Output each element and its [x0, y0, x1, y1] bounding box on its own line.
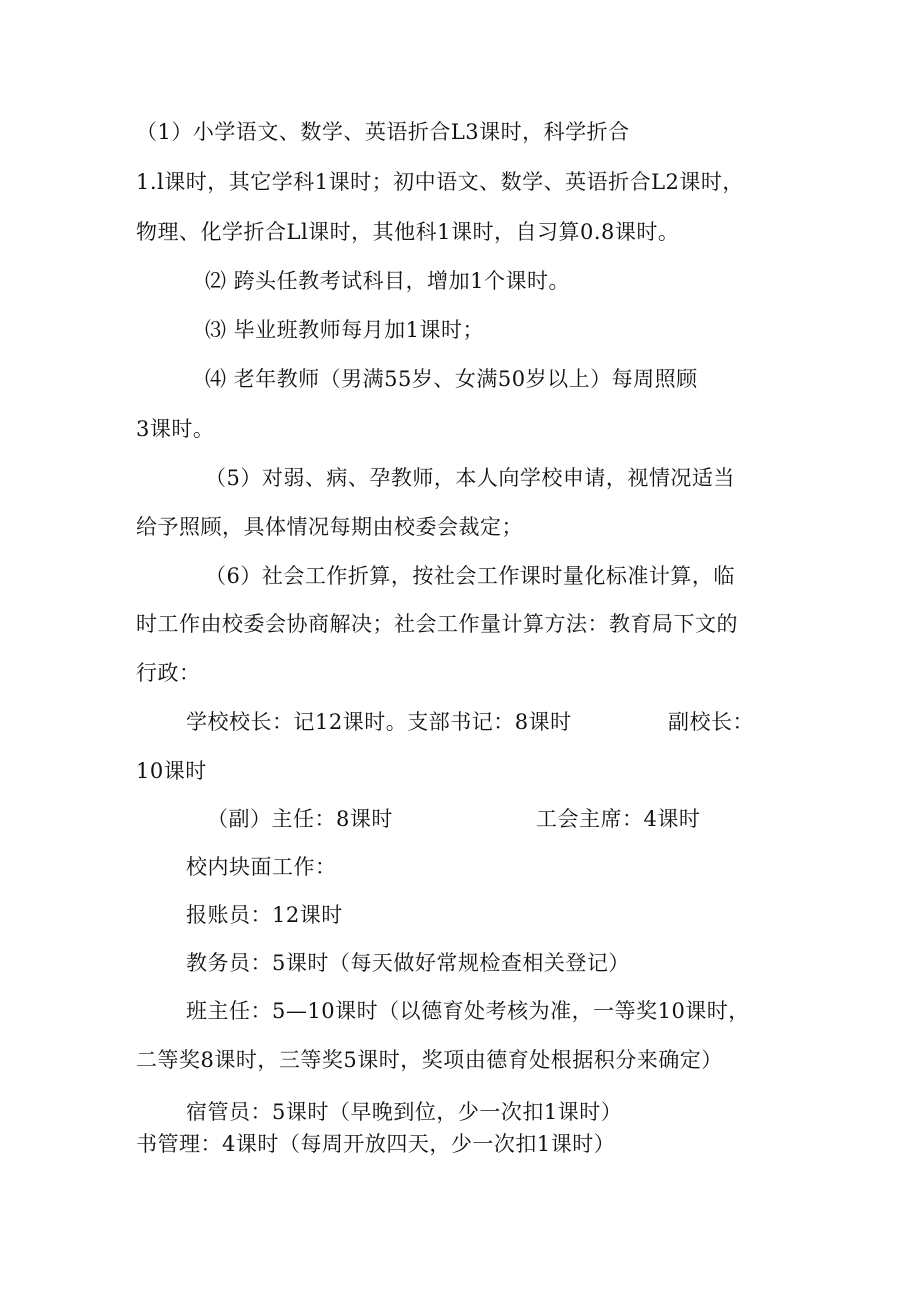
text-line: 学校校长：记12课时。支部书记：8课时	[186, 710, 572, 734]
text-line: 书管理：4课时（每周开放四天，少一次扣1课时）	[136, 1132, 616, 1156]
text-line: 副校长：	[668, 710, 754, 734]
text-line: （1）小学语文、数学、英语折合L3课时，科学折合	[136, 120, 630, 144]
text-line: 给予照顾，具体情况每期由校委会裁定；	[136, 515, 523, 539]
text-line: ⑷ 老年教师（男满55岁、女满50岁以上）每周照顾	[205, 367, 698, 391]
text-line: 班主任：5—10课时（以德育处考核为准，一等奖10课时，	[186, 999, 750, 1023]
text-line: 教务员：5课时（每天做好常规检查相关登记）	[186, 951, 630, 975]
text-line: 1.l课时，其它学科1课时；初中语文、数学、英语折合L2课时，	[136, 170, 744, 194]
text-line: 3课时。	[136, 417, 215, 441]
text-line: 二等奖8课时，三等奖5课时，奖项由德育处根据积分来确定）	[136, 1048, 723, 1072]
text-line: 校内块面工作：	[186, 855, 337, 879]
text-line: ⑵ 跨头任教考试科目，增加1个课时。	[205, 269, 571, 293]
text-line: （副）主任：8课时	[207, 807, 393, 831]
text-line: 报账员：12课时	[186, 903, 343, 927]
text-line: 时工作由校委会协商解决；社会工作量计算方法：教育局下文的	[136, 612, 738, 636]
text-line: （5）对弱、病、孕教师，本人向学校申请，视情况适当	[205, 466, 735, 490]
text-line: 行政：	[136, 661, 201, 685]
text-line: ⑶ 毕业班教师每月加1课时；	[205, 318, 485, 342]
text-line: 10课时	[136, 759, 207, 783]
text-line: 宿管员：5课时（早晚到位，少一次扣1课时）	[186, 1100, 623, 1124]
text-line: 工会主席：4课时	[536, 807, 701, 831]
text-line: （6）社会工作折算，按社会工作课时量化标准计算，临	[205, 564, 735, 588]
text-line: 物理、化学折合Ll课时，其他科1课时，自习算0.8课时。	[136, 220, 680, 244]
